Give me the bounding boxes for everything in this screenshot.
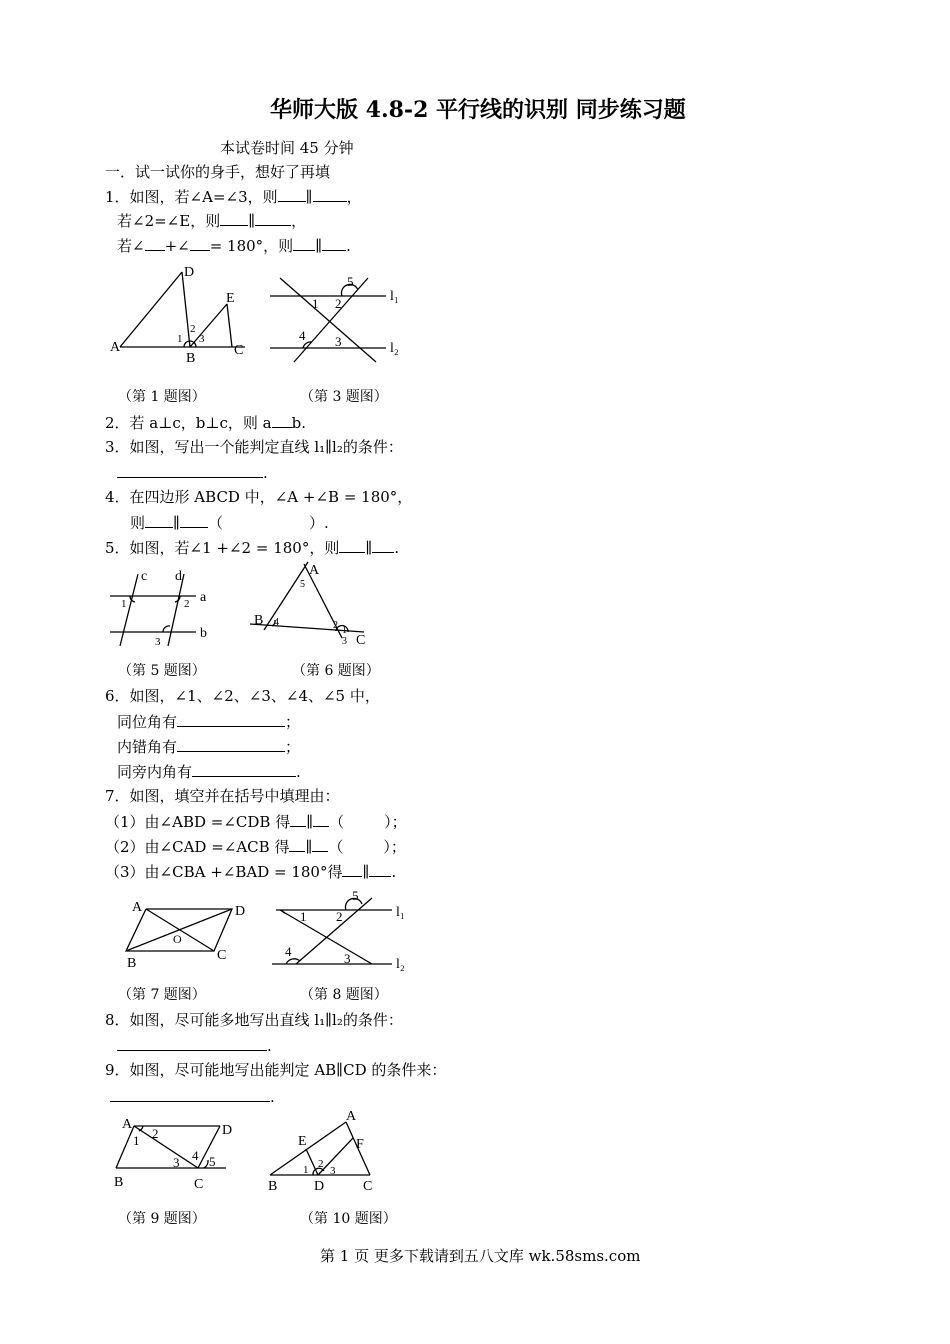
q5-text: . (394, 539, 400, 557)
q6-text: 同旁内角有 (117, 763, 193, 781)
label-3: 3 (173, 1155, 180, 1170)
label-O: O (173, 932, 182, 946)
question-6: 6．如图，∠1、∠2、∠3、∠4、∠5 中， (105, 687, 380, 705)
caption-figure-5: （第 5 题图） (118, 663, 206, 679)
label-d: d (175, 569, 182, 584)
q4-text: ）. (308, 514, 329, 532)
label-a: a (200, 590, 207, 605)
label-4: 4 (274, 617, 279, 628)
label-C: C (234, 343, 244, 358)
label-2: 2 (190, 323, 196, 335)
label-l2: l₂ (390, 341, 399, 356)
question-7-part-3 (105, 861, 396, 882)
figure-6 (248, 562, 378, 652)
caption-figure-8: （第 8 题图） (300, 987, 388, 1003)
q6-text: ； (285, 738, 301, 756)
label-4: 4 (192, 1148, 199, 1163)
q2-text: 2．若 a⊥c，b⊥c，则 a (105, 414, 272, 432)
parallel-symbol: ∥ (305, 188, 313, 206)
answer-blank[interactable] (117, 462, 263, 478)
caption-figure-7: （第 7 题图） (118, 987, 206, 1003)
label-1: 1 (133, 1133, 140, 1148)
label-2: 2 (318, 1158, 324, 1170)
answer-blank[interactable] (313, 186, 347, 202)
label-A: A (122, 1117, 133, 1132)
label-l1: l₁ (396, 905, 405, 920)
label-B: B (186, 351, 196, 366)
label-b: b (200, 626, 207, 641)
q7-text: （3）由∠CBA +∠BAD = 180°得 (105, 863, 343, 881)
label-3: 3 (155, 636, 161, 648)
caption-figure-1: （第 1 题图） (118, 389, 206, 405)
answer-blank[interactable] (220, 210, 248, 226)
answer-blank[interactable] (342, 861, 362, 877)
parallel-symbol: ∥ (305, 838, 313, 856)
question-1-line-3 (117, 235, 351, 256)
label-1: 1 (312, 296, 319, 311)
question-2 (105, 412, 306, 433)
label-D: D (314, 1179, 325, 1194)
q1-text: . (346, 237, 351, 255)
question-8: 8．如图，尽可能多地写出直线 l₁∥l₂的条件： (105, 1011, 403, 1029)
label-B: B (127, 956, 137, 971)
answer-blank[interactable] (192, 761, 296, 777)
q8-text: . (267, 1037, 272, 1055)
question-6-c (117, 761, 301, 782)
label-2: 2 (184, 598, 190, 610)
answer-blank[interactable] (177, 711, 285, 727)
label-5: 5 (209, 1154, 216, 1169)
section-heading: 一．试一试你的身手，想好了再填 (105, 163, 331, 181)
q7-text: ）； (383, 838, 406, 856)
label-4: 4 (285, 944, 292, 959)
label-2: 2 (333, 620, 338, 631)
label-F: F (356, 1137, 364, 1152)
answer-blank[interactable] (177, 736, 285, 752)
question-4-line-2 (130, 512, 329, 533)
q1-text: ， (346, 188, 362, 206)
q3-text: . (263, 464, 268, 482)
q7-text: （1）由∠ABD =∠CDB 得 (105, 813, 291, 831)
q7-text: （2）由∠CAD =∠ACB 得 (105, 838, 290, 856)
page-footer: 第 1 页 更多下载请到五八文库 wk.58sms.com (320, 1247, 641, 1265)
answer-blank[interactable] (312, 836, 328, 852)
question-1-line-1 (105, 186, 362, 207)
q6-text: 同位角有 (117, 713, 178, 731)
label-1: 1 (342, 625, 347, 636)
q1-text: = 180°，则 (209, 237, 294, 255)
answer-blank[interactable] (372, 537, 394, 553)
answer-blank[interactable] (180, 512, 208, 528)
q2-text: b. (291, 414, 306, 432)
figure-1 (100, 262, 260, 372)
q6-text: . (296, 763, 301, 781)
answer-blank[interactable] (117, 1035, 267, 1051)
q1-text: 若∠ (117, 237, 145, 255)
label-B: B (114, 1175, 124, 1190)
caption-figure-9: （第 9 题图） (118, 1211, 206, 1227)
label-B: B (268, 1179, 278, 1194)
page-title: 华师大版 4.8-2 平行线的识别 同步练习题 (270, 97, 686, 123)
answer-blank[interactable] (290, 811, 306, 827)
label-D: D (235, 904, 246, 919)
question-8-answer (117, 1035, 272, 1056)
parallel-symbol: ∥ (362, 863, 370, 881)
label-1: 1 (121, 598, 127, 610)
label-2: 2 (335, 296, 342, 311)
caption-figure-6: （第 6 题图） (292, 663, 380, 679)
label-3: 3 (199, 333, 205, 345)
parallel-symbol: ∥ (248, 212, 256, 230)
q1-text: 1．如图，若∠A=∠3，则 (105, 188, 278, 206)
label-E: E (226, 291, 235, 306)
q1-text: ， (291, 212, 307, 230)
question-5 (105, 537, 399, 558)
question-7: 7．如图，填空并在括号中填理由： (105, 787, 340, 805)
label-4: 4 (299, 328, 306, 343)
label-5: 5 (347, 274, 354, 289)
figure-5 (108, 566, 218, 648)
label-C: C (363, 1179, 373, 1194)
question-1-line-2 (117, 210, 306, 231)
figure-7 (120, 894, 260, 974)
parallel-symbol: ∥ (315, 237, 323, 255)
question-7-part-1 (105, 811, 407, 832)
label-A: A (309, 563, 320, 578)
answer-blank[interactable] (145, 512, 173, 528)
label-D: D (184, 265, 195, 280)
label-5: 5 (300, 579, 305, 590)
question-3: 3．如图，写出一个能判定直线 l₁∥l₂的条件： (105, 438, 403, 456)
figure-10 (266, 1110, 386, 1194)
label-3: 3 (342, 636, 347, 647)
question-6-b (117, 736, 300, 757)
parallel-symbol: ∥ (365, 539, 373, 557)
answer-blank[interactable] (272, 412, 292, 428)
answer-blank[interactable] (289, 836, 305, 852)
label-B: B (254, 613, 264, 628)
q7-text: （ (329, 813, 345, 831)
label-3: 3 (344, 951, 351, 966)
label-1: 1 (303, 1164, 309, 1176)
question-9: 9．如图，尽可能地写出能判定 AB∥CD 的条件来： (105, 1061, 447, 1079)
label-C: C (217, 948, 227, 963)
question-6-a (117, 711, 300, 732)
q1-text: +∠ (164, 237, 190, 255)
q6-text: ； (285, 713, 301, 731)
label-3: 3 (330, 1165, 336, 1177)
label-C: C (194, 1177, 204, 1192)
answer-blank[interactable] (278, 186, 306, 202)
q9-text: . (270, 1088, 275, 1106)
answer-blank[interactable] (339, 537, 365, 553)
label-l2: l₂ (396, 957, 405, 972)
q4-text: （ (207, 514, 223, 532)
figure-9 (110, 1112, 240, 1196)
label-A: A (132, 900, 143, 915)
label-2: 2 (152, 1126, 159, 1141)
label-l1: l₁ (390, 289, 399, 304)
caption-figure-3: （第 3 题图） (300, 389, 388, 405)
label-2: 2 (336, 909, 343, 924)
label-1: 1 (177, 333, 183, 345)
label-5: 5 (352, 888, 359, 903)
answer-blank[interactable] (255, 210, 291, 226)
figure-3 (268, 272, 408, 362)
figure-8 (270, 886, 420, 970)
question-7-part-2 (105, 836, 406, 857)
q6-text: 内错角有 (117, 738, 178, 756)
answer-blank[interactable] (145, 235, 165, 251)
answer-blank[interactable] (313, 811, 329, 827)
label-E: E (298, 1134, 307, 1149)
q4-text: 则 (130, 514, 146, 532)
label-C: C (356, 633, 366, 648)
q1-text: 若∠2=∠E，则 (117, 212, 221, 230)
question-4: 4．在四边形 ABCD 中，∠A +∠B = 180°， (105, 488, 413, 506)
question-3-answer (117, 462, 268, 483)
label-1: 1 (300, 909, 307, 924)
label-A: A (110, 340, 121, 355)
label-D: D (222, 1123, 233, 1138)
answer-blank[interactable] (293, 235, 315, 251)
q7-text: ）； (384, 813, 407, 831)
caption-figure-10: （第 10 题图） (300, 1211, 397, 1227)
answer-blank[interactable] (322, 235, 346, 251)
label-c: c (141, 569, 148, 584)
q5-text: 5．如图，若∠1 +∠2 = 180°，则 (105, 539, 340, 557)
q7-text: （ (328, 838, 344, 856)
label-3: 3 (335, 334, 342, 349)
answer-blank[interactable] (190, 235, 210, 251)
subtitle: 本试卷时间 45 分钟 (220, 139, 354, 157)
parallel-symbol: ∥ (173, 514, 180, 532)
answer-blank[interactable] (369, 861, 391, 877)
label-A: A (346, 1109, 357, 1124)
answer-blank[interactable] (110, 1086, 270, 1102)
question-9-answer (110, 1086, 275, 1107)
parallel-symbol: ∥ (306, 813, 314, 831)
q7-text: . (391, 863, 397, 881)
